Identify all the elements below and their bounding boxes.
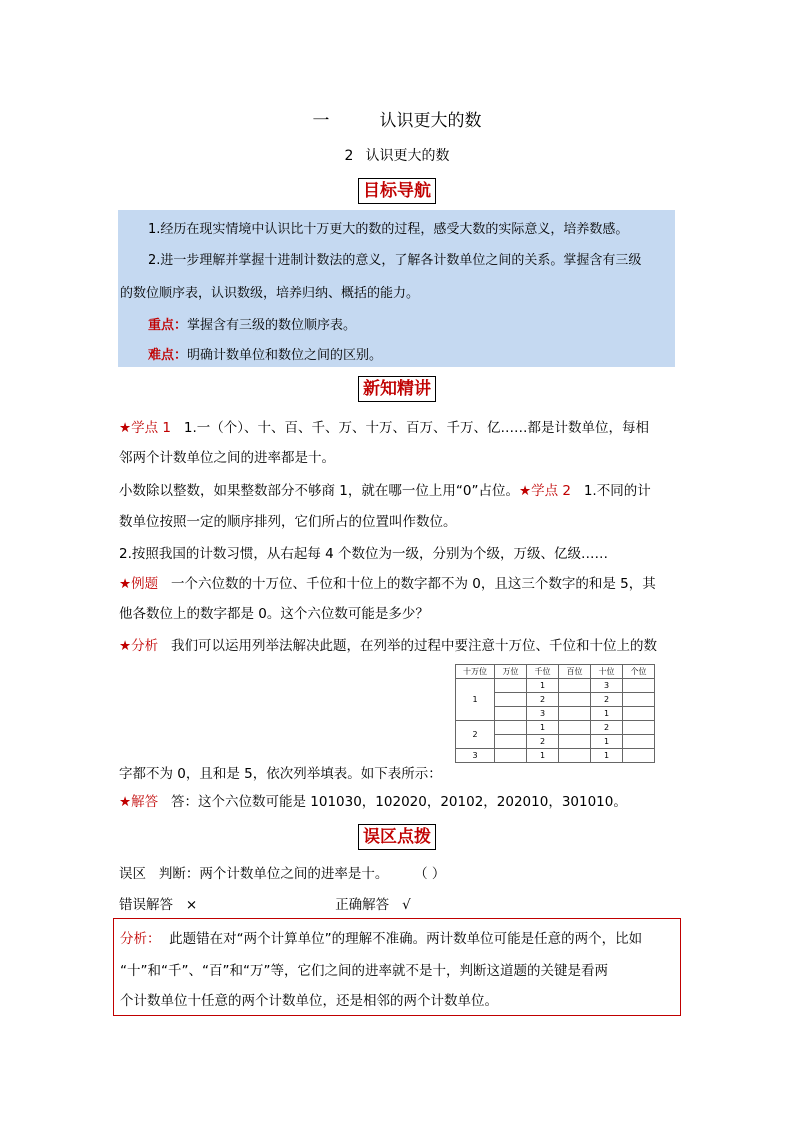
goal-item-2-line-1: 2.进一步理解并掌握十进制计数法的意义，了解各计数单位之间的关系。掌握含有三级 <box>148 253 642 268</box>
table-header: 万位 <box>495 665 527 679</box>
table-cell <box>623 721 655 735</box>
table-cell <box>623 679 655 693</box>
table-cell <box>495 679 527 693</box>
star-icon: ★ <box>119 420 132 436</box>
table-row <box>456 679 655 693</box>
example-label: 例题 <box>131 576 159 592</box>
table-header-row <box>456 665 655 679</box>
table-cell: 2 <box>591 693 623 707</box>
chapter-title <box>0 106 794 131</box>
mistake-label: 误区 <box>119 866 146 882</box>
table-cell: 2 <box>527 735 559 749</box>
example-text: 一个六位数的十万位、千位和十位上的数字都不为 0，且这三个数字的和是 5，其 <box>170 576 656 592</box>
mistake-judge: 判断：两个计数单位之间的进率是十。 <box>158 866 389 882</box>
table-cell: 3 <box>456 749 495 763</box>
new-knowledge-banner-label: 新知精讲 <box>358 376 436 402</box>
table-cell <box>495 693 527 707</box>
table-cell <box>623 735 655 749</box>
goal-item-1: 1.经历在现实情境中认识比十万更大的数的过程，感受大数的实际意义，培养数感。 <box>148 222 629 237</box>
knowledge-line-5: 2.按照我国的计数习惯，从右起每 4 个数位为一级，分别为个级，万级、亿级…… <box>119 546 609 562</box>
table-cell <box>559 749 591 763</box>
point-2-text: 1.不同的计 <box>583 483 651 499</box>
table-cell <box>495 707 527 721</box>
table-cell <box>623 749 655 763</box>
mistake-question <box>119 862 679 882</box>
knowledge-line-4: 数单位按照一定的顺序排列，它们所占的位置叫作数位。 <box>119 514 457 530</box>
point-1-text: 1.一（个）、十、百、千、万、十万、百万、千万、亿……都是计数单位，每相 <box>183 420 650 436</box>
table-cell <box>559 707 591 721</box>
key-point-label: 重点： <box>148 318 188 333</box>
goals-banner-label: 目标导航 <box>358 178 436 204</box>
answer-text: 答：这个六位数可能是 101030，102020，20102，202010，301010。 <box>170 794 627 810</box>
point-2-line <box>119 479 679 499</box>
mistake-analysis-line-1 <box>120 927 642 947</box>
table-cell <box>559 693 591 707</box>
table-cell: 1 <box>527 721 559 735</box>
wrong-answer-label: 错误解答 <box>119 897 173 913</box>
goals-box <box>118 210 675 367</box>
point-1-line-1 <box>119 416 679 436</box>
table-cell <box>623 707 655 721</box>
decimal-note: 小数除以整数，如果整数部分不够商 1，就在哪一位上用“0”占位。 <box>119 483 519 499</box>
mistakes-banner <box>0 824 794 850</box>
star-icon: ★ <box>119 794 132 810</box>
table-cell <box>559 679 591 693</box>
answer-line <box>119 790 679 810</box>
analysis-line-2: 字都不为 0，且和是 5，依次列举填表。如下表所示： <box>119 766 442 782</box>
table-cell <box>623 693 655 707</box>
point-1-label: 学点 1 <box>131 420 171 436</box>
analysis-line-1 <box>119 634 679 654</box>
table-cell: 2 <box>527 693 559 707</box>
table-cell: 1 <box>527 679 559 693</box>
chapter-number: 一 <box>312 111 330 131</box>
goal-item-2-line-2: 的数位顺序表，认识数级，培养归纳、概括的能力。 <box>120 286 420 301</box>
table-cell: 1 <box>527 749 559 763</box>
example-line-1 <box>119 572 679 592</box>
goals-banner <box>0 178 794 204</box>
star-icon: ★ <box>119 576 132 592</box>
point-1-line-2: 邻两个计数单位之间的进率都是十。 <box>119 450 335 466</box>
table-cell: 1 <box>456 679 495 721</box>
lesson-title-text: 认识更大的数 <box>365 148 450 164</box>
table-header: 十万位 <box>456 665 495 679</box>
answer-blank: （ ） <box>414 866 446 882</box>
difficulty-label: 难点： <box>148 348 188 363</box>
answer-label: 解答 <box>131 794 159 810</box>
table-cell: 3 <box>527 707 559 721</box>
table-header: 千位 <box>527 665 559 679</box>
table-header: 个位 <box>623 665 655 679</box>
analysis-label: 分析 <box>131 638 159 654</box>
analysis-text: 我们可以运用列举法解决此题，在列举的过程中要注意十万位、千位和十位上的数 <box>170 638 657 654</box>
table-cell: 3 <box>591 679 623 693</box>
example-line-2: 他各数位上的数字都是 0。这个六位数可能是多少？ <box>119 606 429 622</box>
mistake-analysis-text: 此题错在对“两个计算单位”的理解不准确。两计数单位可能是任意的两个，比如 <box>169 931 643 947</box>
mistake-analysis-box <box>113 918 681 1016</box>
mistakes-banner-label: 误区点拨 <box>358 824 436 850</box>
table-cell: 1 <box>591 735 623 749</box>
mistake-analysis-label: 分析： <box>120 931 161 947</box>
right-answer-label: 正确解答 <box>335 897 390 913</box>
lesson-number: 2 <box>344 148 354 164</box>
table-cell: 2 <box>456 721 495 749</box>
mistake-analysis-line-2: “十”和“千”、“百”和“万”等，它们之间的进率就不是十，判断这道题的关键是看两 <box>120 963 608 979</box>
table-cell <box>559 735 591 749</box>
difficulty-point <box>118 344 705 363</box>
table-cell <box>559 721 591 735</box>
table-row <box>456 749 655 763</box>
table-cell <box>495 721 527 735</box>
table-cell: 1 <box>591 707 623 721</box>
right-answer-mark: √ <box>402 897 411 913</box>
new-knowledge-banner <box>0 376 794 402</box>
table-cell <box>495 735 527 749</box>
table-cell: 2 <box>591 721 623 735</box>
table-cell <box>495 749 527 763</box>
digit-table <box>455 664 655 763</box>
key-point <box>118 314 705 333</box>
wrong-answer-mark: × <box>185 897 198 913</box>
chapter-title-text: 认识更大的数 <box>379 111 482 131</box>
star-icon: ★ <box>119 638 132 654</box>
table-cell: 1 <box>591 749 623 763</box>
mistake-answers <box>119 893 679 913</box>
point-2-label: 学点 2 <box>531 483 571 499</box>
mistake-analysis-line-3: 个计数单位十任意的两个计数单位，还是相邻的两个计数单位。 <box>120 993 498 1009</box>
key-point-text: 掌握含有三级的数位顺序表。 <box>187 318 357 333</box>
table-header: 十位 <box>591 665 623 679</box>
table-header: 百位 <box>559 665 591 679</box>
lesson-title <box>0 145 794 165</box>
difficulty-text: 明确计数单位和数位之间的区别。 <box>187 348 383 363</box>
table-row <box>456 721 655 735</box>
star-icon: ★ <box>518 483 532 499</box>
